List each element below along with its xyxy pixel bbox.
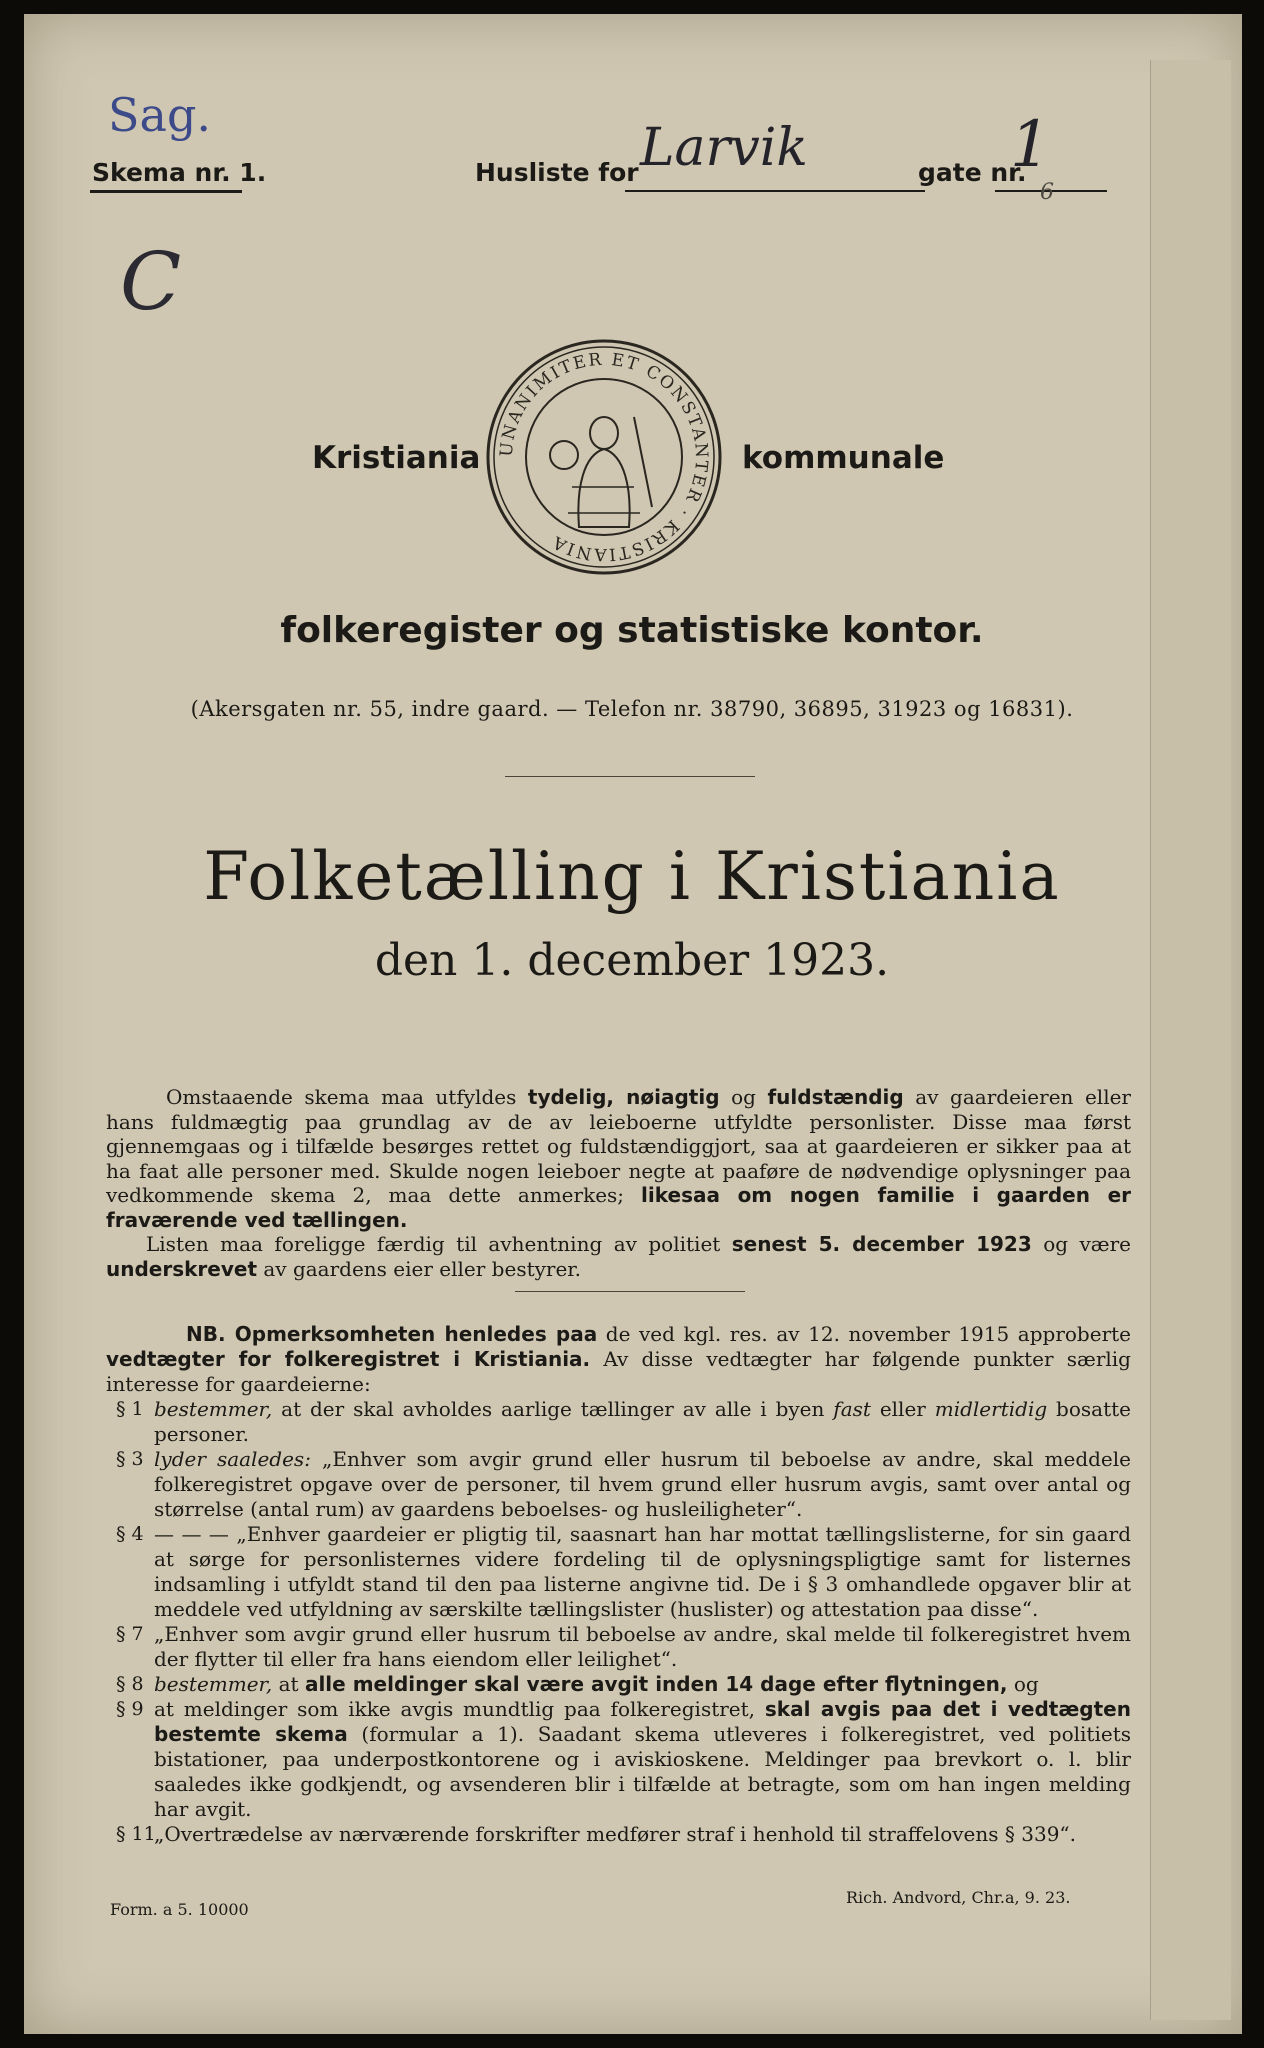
nb-text: og xyxy=(1007,1672,1039,1696)
skema-underline xyxy=(90,190,242,193)
husliste-label: Husliste for xyxy=(475,158,639,187)
underlying-sheet-edge xyxy=(1150,60,1231,2020)
gate-nr-label: gate nr. xyxy=(918,158,1027,187)
section-number: § 3 xyxy=(116,1448,144,1470)
census-date: den 1. december 1923. xyxy=(374,935,890,986)
nb-text: de ved kgl. res. av 12. november 1915 approberte xyxy=(597,1322,1132,1346)
section-number: § 8 xyxy=(116,1673,144,1695)
divider xyxy=(515,1291,745,1292)
instr-text: og xyxy=(719,1085,768,1109)
divider xyxy=(505,776,755,777)
instr-emphasis: tydelig, nøiagtig xyxy=(527,1085,720,1109)
instr-text: av gaardens eier eller bestyrer. xyxy=(257,1256,582,1281)
instr-emphasis: fuldstændig xyxy=(767,1085,904,1109)
nb-italic: lyder saaledes: xyxy=(154,1447,311,1471)
instr-emphasis: likesaa om nogen familie i gaarden er fraværende ved tællingen. xyxy=(106,1183,1131,1232)
nb-text: „Overtrædelse av nærværende forskrifter medfører straf i henhold til straffelovens § 339“. xyxy=(154,1822,1077,1846)
printer-imprint: Rich. Andvord, Chr.a, 9. 23. xyxy=(846,1888,1071,1907)
instr-text: Listen maa foreligge færdig til avhentning av politiet xyxy=(146,1232,732,1256)
nb-italic: bestemmer, xyxy=(154,1397,273,1421)
street-underline xyxy=(625,190,925,192)
instr-text: Omstaaende skema maa utfyldes xyxy=(166,1085,528,1109)
nb-text: (formular a 1). Saadant skema utleveres i folkeregistret, ved politiets bistationer, paa underpostkontorene og i aviskioskene. Meldinger paa brevkort o. l. blir saaledes ikke godkjendt, og avsenderen blir i tilfælde at betragte, som om han ingen melding har avgit. xyxy=(154,1722,1132,1821)
nb-italic: fast xyxy=(833,1397,871,1421)
nb-emphasis: alle meldinger skal være avgit inden 14 dage efter flytningen, xyxy=(304,1672,1008,1696)
nb-text: „Enhver som avgir grund eller husrum til beboelse av andre, skal meddele folkeregistret opgave over de personer, til hvem grund eller husrum avgis, samt over antal og størrelse (antal rum) av gaardens beboelses- og husleiligheter“. xyxy=(154,1447,1131,1521)
street-name-handwritten: Larvik xyxy=(640,118,808,178)
instructions-block xyxy=(106,1085,1131,1281)
section-4 xyxy=(106,1522,1131,1622)
gate-number-handwritten: 1 xyxy=(1010,108,1051,182)
section-1 xyxy=(106,1397,1131,1447)
nb-text: at der skal avholdes aarlige tællinger av alle i byen xyxy=(272,1397,834,1421)
seal-inscription: UNANIMITER ET CONSTANTER · KRISTIANIA xyxy=(496,349,712,565)
sag-stamp: Sag. xyxy=(108,88,212,142)
nb-text: Av disse vedtægter har følgende punkter særlig interesse for gaardeierne: xyxy=(106,1347,1131,1396)
instr-emphasis: underskrevet xyxy=(106,1256,258,1281)
section-number: § 1 xyxy=(116,1398,144,1420)
section-7 xyxy=(106,1622,1131,1672)
nb-block xyxy=(106,1322,1131,1847)
city-seal-icon xyxy=(484,337,724,577)
nb-text: „Enhver som avgir grund eller husrum til beboelse av andre, skal melde til folkeregistret hvem der flytter til eller fra hans eiendom eller leilighet“. xyxy=(154,1622,1131,1671)
nb-text: at meldinger som ikke avgis mundtlig paa folkeregistret, xyxy=(154,1697,765,1721)
office-address: (Akersgaten nr. 55, indre gaard. — Telefon nr. 38790, 36895, 31923 og 16831). xyxy=(190,697,1074,721)
form-number: Form. a 5. 10000 xyxy=(110,1900,249,1919)
section-8 xyxy=(106,1672,1131,1697)
nb-text: eller xyxy=(870,1397,935,1421)
census-title: Folketælling i Kristiania xyxy=(203,838,1061,915)
instr-text: av gaardeieren eller hans fuldmægtig paa grundlag av de av leieboerne utfyldte personlister. Disse maa først gjennemgaas og i tilfælde besørges rettet og fuldstændiggjort, saa at gaardeieren er sikker paa at ha faat alle personer med. Skulde nogen leieboer negte at paaføre de nødvendige oplysninger paa vedkommende skema 2, maa dette anmerkes; xyxy=(106,1085,1131,1207)
small-mark: 6 xyxy=(1040,180,1054,205)
instr-text: og være xyxy=(1031,1232,1131,1256)
office-left-word: Kristiania xyxy=(312,440,481,476)
nb-emphasis: vedtægter for folkeregistret i Kristiania. xyxy=(106,1347,591,1371)
section-3 xyxy=(106,1447,1131,1522)
skema-label: Skema nr. 1. xyxy=(92,158,267,187)
section-11 xyxy=(106,1822,1131,1847)
office-name: folkeregister og statistiske kontor. xyxy=(280,610,984,651)
section-number: § 9 xyxy=(116,1698,144,1720)
nb-heading: NB. Opmerksomheten henledes paa xyxy=(186,1322,598,1346)
initial-handwritten: C xyxy=(120,235,182,328)
nb-emphasis: skal avgis paa det i vedtægten bestemte skema xyxy=(154,1697,1131,1746)
section-9 xyxy=(106,1697,1131,1822)
section-number: § 11 xyxy=(116,1823,156,1845)
nb-text: at xyxy=(272,1672,305,1696)
instr-emphasis: senest 5. december 1923 xyxy=(731,1232,1032,1256)
nb-text: — — — „Enhver gaardeier er pligtig til, saasnart han har mottat tællingslisterne, for sin gaard at sørge for personlisternes videre fordeling til de oplysningspligtige samt for listernes indsamling i utfyldt stand til den paa listerne angivne tid. De i § 3 omhandlede opgaver blir at meddele ved utfyldning av særskilte tællingslister (huslister) og attestation paa disse“. xyxy=(154,1522,1131,1621)
nb-italic: midlertidig xyxy=(934,1397,1048,1421)
nb-italic: bestemmer, xyxy=(154,1672,273,1696)
svg-text:UNANIMITER ET CONSTANTER · KRI xyxy=(497,350,712,565)
section-number: § 4 xyxy=(116,1523,144,1545)
office-right-word: kommunale xyxy=(742,440,945,476)
section-number: § 7 xyxy=(116,1623,144,1645)
nb-text: bosatte personer. xyxy=(154,1397,1131,1446)
